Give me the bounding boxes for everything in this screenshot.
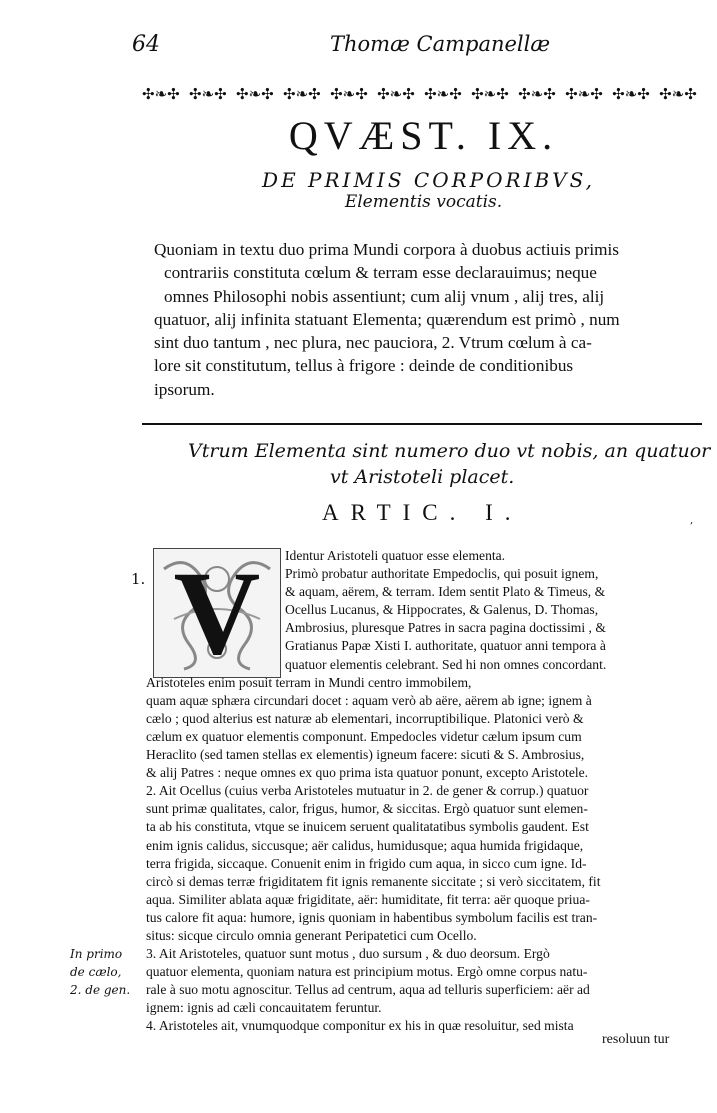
body-line: Ocellus Lucanus, & Hippocrates, & Galenus, D. Thomas, [285,602,599,618]
question-subtitle: DE PRIMIS CORPORIBVS, [262,168,595,192]
ornament-unit: ✣❧✣ [377,85,415,103]
body-line: 4. Aristoteles ait, vnumquodque componitur ex his in quæ resoluitur, sed mista [146,1018,574,1034]
body-line: cælum ex quatuor elementis componunt. Empedocles videtur cælum ipsum cum [146,728,582,744]
margin-note [70,945,130,999]
body-line: Aristoteles enim posuit terram in Mundi centro immobilem, [146,674,472,690]
ornament-unit: ✣❧✣ [424,85,462,103]
paragraph-number: 1. [131,570,146,588]
question-title: QVÆST. IX. [288,113,559,158]
initial-letter: V [173,546,261,679]
intro-line: ipsorum. [154,379,215,399]
body-line: sunt primæ qualitates, calor, frigus, humor, & siccitas. Ergò quatuor sunt elemen- [146,801,588,817]
page-header [0,30,717,58]
body-line: quatuor elementis celebrant. Sed hi non omnes concordant. [285,656,607,672]
body-line: quatuor elementa, quoniam natura est principium motus. Ergò omne corpus natu- [146,964,588,980]
article-question-line-1: Vtrum Elementa sint numero duo vt nobis, an quatuor [188,440,711,462]
ornament-unit: ✣❧✣ [283,85,321,103]
intro-paragraph [154,238,702,401]
body-line: & aquam, aërem, & terram. Idem sentit Plato & Timeus, & [285,584,606,600]
ornament-unit: ✣❧✣ [236,85,274,103]
running-title: Thomæ Campanellæ [330,32,551,56]
intro-line: sint duo tantum , nec plura, nec pauciora, 2. Vtrum cœlum à ca- [154,333,592,353]
body-line: 2. Ait Ocellus (cuius verba Aristoteles mutuatur in 2. de gener & corrup.) quatuor [146,783,589,799]
article-question-line-2: vt Aristoteli placet. [330,466,515,488]
ornament-unit: ✣❧✣ [612,85,650,103]
body-line: aqua. Similiter ablata aquæ frigiditate, aër: humiditate, fit terra: aër quoque priua- [146,891,590,907]
ornament-unit: ✣❧✣ [565,85,603,103]
ornament-unit: ✣❧✣ [659,85,697,103]
question-subtitle-2: Elementis vocatis. [344,192,503,212]
body-line: & alij Patres : neque omnes ex quo prima ista quatuor ponunt, excepto Aristotele. [146,765,589,781]
body-line: tus calore fit aqua: humore, ignis quoniam in habentibus symbolum facilis est tran- [146,909,598,925]
margin-note-line: de cælo, [70,965,122,979]
body-line: Heraclito (sed tamen stellas ex elementis) igneum facere: sicuti & S. Ambrosius, [146,747,585,763]
article-heading: ARTIC. I. [322,500,523,525]
body-line: Gratianus Papæ Xisti I. authoritate, quatuor anni tempora à [285,638,606,654]
body-line: ignem: ignis ad cæli concauitatem feruntur. [146,1000,382,1016]
margin-mark: , [690,515,694,526]
body-line: Identur Aristoteli quatuor esse elementa. [285,548,506,563]
body-line: 3. Ait Aristoteles, quatuor sunt motus , duo sursum , & duo deorsum. Ergò [146,946,550,962]
body-line: circò si demas terræ frigiditatem fit ignis remanente siccitate ; si verò siccitatem, fit [146,873,601,889]
article-body [146,547,702,1036]
ornament-unit: ✣❧✣ [330,85,368,103]
body-line: enim ignis calidus, siccusque; aër calidus, humidusque; aqua humida frigidaque, [146,837,584,853]
ornament-unit: ✣❧✣ [518,85,556,103]
body-line: rale à suo motu agnoscitur. Tellus ad centrum, aqua ad telluris superficiem: aër ad [146,982,590,998]
body-line: cælo ; quod alterius est naturæ ab elementari, incorruptibilique. Platonici verò & [146,710,584,726]
body-line: Primò probatur authoritate Empedoclis, qui posuit ignem, [285,566,599,582]
body-line: terra frigida, siccaque. Conuenit enim in frigido cum aqua, in sicco cum igne. Id- [146,855,587,871]
section-divider [142,423,702,425]
ornament-unit: ✣❧✣ [471,85,509,103]
margin-note-line: In primo [70,947,123,961]
intro-line: omnes Philosophi nobis assentiunt; cum alij vnum , alij tres, alij [164,286,605,306]
catchword: resoluun tur [602,1032,670,1047]
body-line: Ambrosius, pluresque Patres in sacra pagina doctissimi , & [285,620,606,636]
body-line: situs: sicque circulo omnia generant Peripatetici cum Ocello. [146,927,477,943]
body-line: ta ab his constituta, vtque se inuicem seruent qualitatatibus symbolis gaudent. Est [146,819,589,835]
ornament-unit: ✣❧✣ [142,85,180,103]
intro-line: Quoniam in textu duo prima Mundi corpora à duobus actiuis primis [154,240,619,259]
intro-line: lore sit constitutum, tellus à frigore : deinde de conditionibus [154,356,574,376]
intro-line: contrariis constituta cœlum & terram esse declarauimus; neque [164,263,597,283]
intro-line: quatuor, alij infinita statuant Elementa; quærendum est primò , num [154,309,620,329]
page-number: 64 [132,32,160,57]
margin-note-line: 2. de gen. [70,983,131,997]
ornament-unit: ✣❧✣ [189,85,227,103]
ornament-band [142,83,697,105]
body-line: quam aquæ sphæra circundari docet : aquam verò ab aëre, aërem ab igne; ignem à [146,692,592,708]
